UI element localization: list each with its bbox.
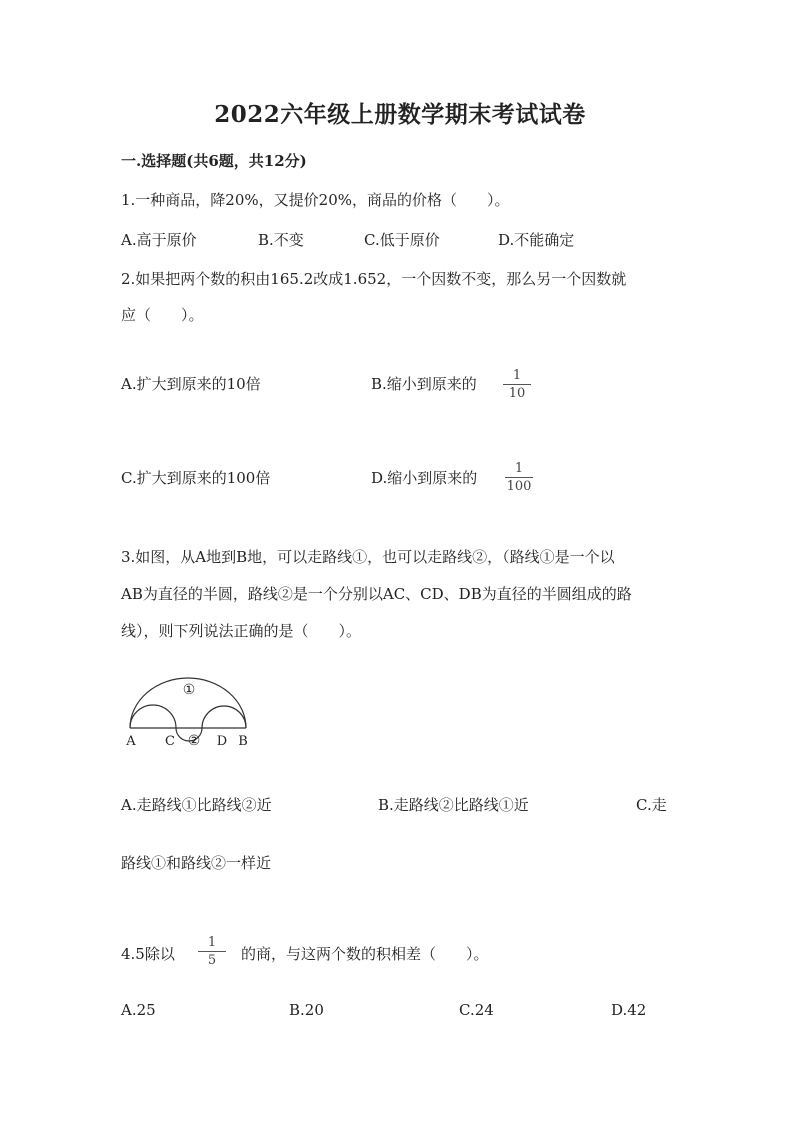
fraction-denominator: 10 (508, 386, 526, 401)
point-label-a: A (126, 734, 136, 749)
question-1-option-a: A.高于原价 (121, 231, 197, 249)
question-4-option-b: B.20 (289, 1001, 324, 1019)
question-3-stem-line-2: AB为直径的半圆，路线②是一个分别以AC、CD、DB为直径的半圆组成的路 (121, 585, 632, 603)
route-1-label: ① (182, 682, 196, 698)
question-4-option-a: A.25 (121, 1001, 156, 1019)
fraction-denominator: 5 (207, 953, 217, 968)
question-2-option-c: C.扩大到原来的100倍 (121, 469, 271, 487)
route-2-arc-db (202, 706, 246, 728)
question-2-option-b: B.缩小到原来的 (371, 375, 477, 393)
point-label-b: B (238, 734, 248, 749)
route-2-arc-ac (130, 705, 176, 728)
question-1-option-c: C.低于原价 (364, 231, 440, 249)
fraction-bar (198, 951, 226, 952)
question-1-stem: 1.一种商品，降20%，又提价20%，商品的价格（ ）。 (121, 191, 510, 209)
route-2-label: ② (187, 733, 201, 749)
question-2-stem-line-1: 2.如果把两个数的积由165.2改成1.652，一个因数不变，那么另一个因数就 (121, 270, 627, 288)
question-2-option-a: A.扩大到原来的10倍 (121, 375, 261, 393)
question-1-option-d: D.不能确定 (498, 231, 575, 249)
fraction-numerator: 1 (207, 935, 217, 950)
fraction-bar (505, 477, 533, 478)
question-3-stem-line-1: 3.如图，从A地到B地，可以走路线①，也可以走路线②，（路线①是一个以 (121, 548, 615, 566)
question-2-option-d: D.缩小到原来的 (371, 469, 478, 487)
question-4-fraction (198, 935, 226, 968)
question-4-option-c: C.24 (459, 1001, 494, 1019)
question-4-stem-after: 的商，与这两个数的积相差（ ）。 (241, 945, 489, 963)
page-title: 2022六年级上册数学期末考试试卷 (214, 101, 586, 128)
question-2-stem-line-2: 应（ ）。 (121, 306, 204, 324)
fraction-numerator: 1 (514, 461, 524, 476)
point-label-d: D (216, 734, 228, 749)
fraction-numerator: 1 (512, 368, 522, 383)
point-label-c: C (165, 734, 175, 749)
question-3-stem-line-3: 线），则下列说法正确的是（ ）。 (121, 622, 362, 640)
section-heading: 一.选择题(共6题，共12分) (121, 152, 307, 170)
question-3-option-c-end: 路线①和路线②一样近 (121, 854, 272, 872)
question-3-option-b: B.走路线②比路线①近 (378, 796, 529, 814)
fraction-bar (503, 384, 531, 385)
question-2-option-d-fraction (505, 461, 533, 494)
route-diagram (118, 672, 258, 752)
question-2-option-b-fraction (503, 368, 531, 401)
question-3-option-c-start: C.走 (636, 796, 667, 814)
question-1-option-b: B.不变 (258, 231, 304, 249)
fraction-denominator: 100 (506, 479, 532, 494)
question-3-option-a: A.走路线①比路线②近 (121, 796, 272, 814)
question-4-option-d: D.42 (611, 1001, 647, 1019)
question-4-stem-before: 4.5除以 (121, 945, 175, 963)
